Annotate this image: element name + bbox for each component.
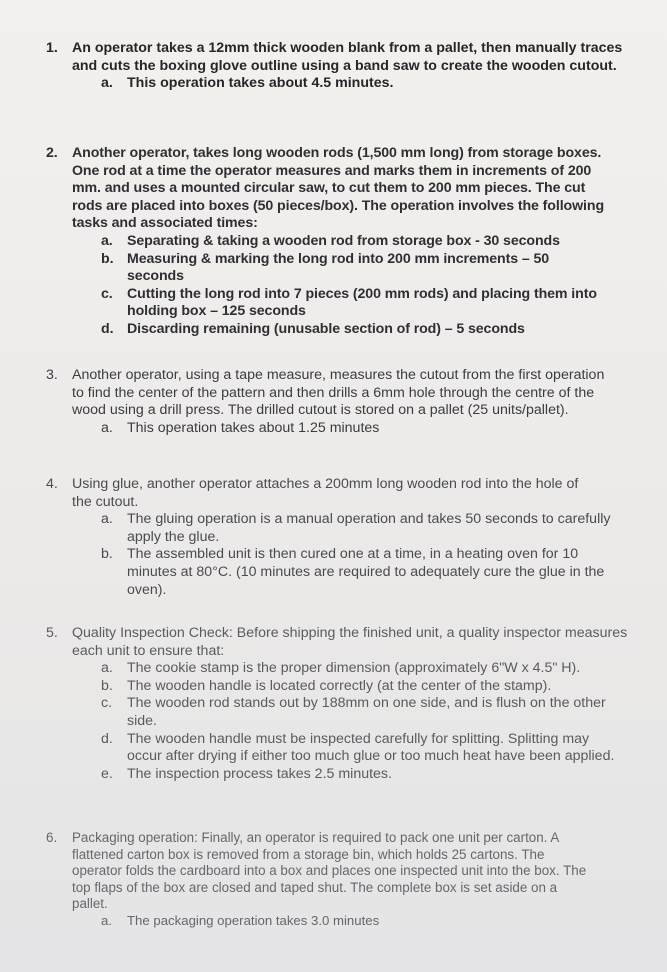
item-text: Quality Inspection Check: Before shipping the finished unit, a quality inspector measures each unit to ensure that:	[72, 625, 628, 659]
sub-text: The wooden handle must be inspected carefully for splitting. Splitting may occur after drying if either too much glue or too much heat have been applied.	[127, 730, 615, 765]
sub-letter: a.	[101, 75, 113, 92]
item-number: 1.	[46, 40, 58, 56]
sub-letter: d.	[101, 730, 113, 747]
sub-letter: a.	[101, 232, 113, 249]
sub-text: This operation takes about 4.5 minutes.	[127, 75, 394, 92]
sub-letter: c.	[101, 285, 113, 302]
list-item-2	[40, 145, 640, 339]
sub-letter: a.	[101, 511, 113, 528]
item-number: 4.	[46, 476, 58, 492]
sub-text: The gluing operation is a manual operation and takes 50 seconds to carefully apply the glue.	[127, 511, 611, 545]
item-number: 6.	[46, 830, 58, 845]
sub-text: The inspection process takes 2.5 minutes.	[127, 765, 392, 782]
sub-letter: b.	[101, 546, 113, 563]
item-number: 2.	[46, 145, 58, 161]
sub-text: Discarding remaining (unusable section of rod) – 5 seconds	[127, 320, 525, 337]
sub-letter: a.	[101, 912, 112, 928]
list-item-6	[40, 830, 640, 930]
sub-letter: b.	[101, 677, 113, 694]
sub-text: The cookie stamp is the proper dimension (approximately 6"W x 4.5" H).	[127, 660, 581, 677]
list-item-4	[40, 476, 640, 599]
sub-text: The wooden handle is located correctly (at the center of the stamp).	[127, 677, 552, 694]
list-item-5	[40, 625, 640, 783]
sub-text: The wooden rod stands out by 188mm on one side, and is flush on the other side.	[127, 695, 606, 729]
sub-text: The packaging operation takes 3.0 minutes	[127, 912, 380, 928]
sub-text: Separating & taking a wooden rod from storage box - 30 seconds	[127, 232, 560, 249]
sub-letter: d.	[101, 320, 114, 337]
item-text: An operator takes a 12mm thick wooden blank from a pallet, then manually traces and cuts the boxing glove outline using a band saw to create the wooden cutout.	[72, 40, 623, 74]
sub-letter: b.	[101, 250, 114, 267]
sub-letter: a.	[101, 660, 113, 677]
item-number: 3.	[46, 367, 58, 383]
item-text: Another operator, using a tape measure, measures the cutout from the first operation to find the center of the pattern and then drills a 6mm hole through the centre of the wood using a drill press. The drilled cutout is stored on a pallet (25 units/pallet).	[72, 367, 605, 419]
sub-text: The assembled unit is then cured one at a time, in a heating oven for 10 minutes at 80°C. (10 minutes are required to adequately cure the glue in the oven).	[127, 546, 605, 598]
sub-letter: c.	[101, 695, 113, 712]
list-item-3	[40, 367, 640, 437]
list-item-1	[40, 40, 640, 93]
sub-letter: a.	[101, 419, 113, 436]
item-text: Another operator, takes long wooden rods (1,500 mm long) from storage boxes. One rod at a time the operator measures and marks them in increments of 200 mm. and uses a mounted circular saw, to cut them to 200 mm pieces. The cut rods are placed into boxes (50 pieces/box). The operation involves the following tasks and associated times:	[72, 145, 605, 232]
sub-text: Cutting the long rod into 7 pieces (200 mm rods) and placing them into holding box – 125 seconds	[127, 285, 597, 320]
item-number: 5.	[46, 625, 58, 641]
item-text: Packaging operation: Finally, an operator is required to pack one unit per carton. A flattened carton box is removed from a storage bin, which holds 25 cartons. The operator folds the cardboard into a box and places one inspected unit into the box. The top flaps of the box are closed and taped shut. The complete box is set aside on a pallet.	[72, 830, 587, 912]
sub-letter: e.	[101, 765, 113, 782]
item-text: Using glue, another operator attaches a 200mm long wooden rod into the hole of the cutout.	[72, 476, 579, 510]
sub-text: Measuring & marking the long rod into 200 mm increments – 50 seconds	[127, 250, 550, 285]
sub-text: This operation takes about 1.25 minutes	[127, 419, 380, 436]
